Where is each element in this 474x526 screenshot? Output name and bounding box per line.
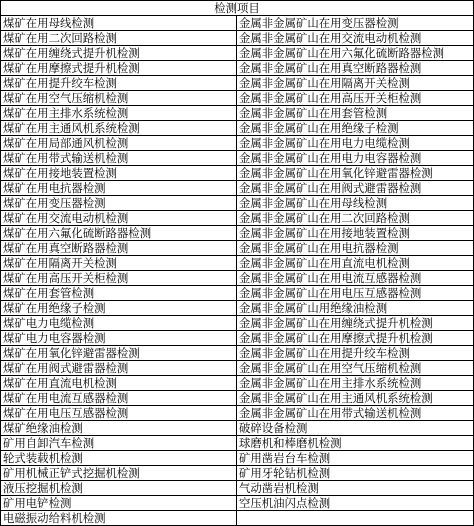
table-row: [1, 316, 474, 331]
table-row: [1, 361, 474, 376]
table-cell-left: 煤矿在用直流电机检测: [1, 376, 237, 391]
table-cell-right: 矿用牙轮钻机检测: [237, 466, 474, 481]
table-cell-left: 电磁振动给料机检测: [1, 511, 237, 526]
table-cell-right: 金属非金属矿山在用电抗器检测: [237, 241, 474, 256]
table-row: [1, 196, 474, 211]
table-cell-left: 煤矿绝缘油检测: [1, 421, 237, 436]
table-cell-right: 金属非金属矿山在用电力电容器检测: [237, 151, 474, 166]
table-cell-right: 金属非金属矿山在用套管检测: [237, 106, 474, 121]
table-cell-left: 煤矿在用阀式避雷器检测: [1, 361, 237, 376]
table-cell-left: 煤矿在用主排水系统检测: [1, 106, 237, 121]
table-row: [1, 241, 474, 256]
table-row: [1, 16, 474, 31]
table-cell-left: 煤矿在用主通风机系统检测: [1, 121, 237, 136]
table-cell-right: 金属非金属矿山在用高压开关柜检测: [237, 91, 474, 106]
table-body: [1, 16, 474, 526]
table-cell-right: 金属非金属矿山在用真空断路器检测: [237, 61, 474, 76]
table-cell-right: 金属非金属矿山在用缠绕式提升机检测: [237, 316, 474, 331]
table-header-cell: 检测项目: [1, 1, 474, 16]
table-cell-right: [237, 511, 474, 526]
table-cell-left: 煤矿在用绝缘子检测: [1, 301, 237, 316]
table-cell-right: 金属非金属矿山在用主排水系统检测: [237, 376, 474, 391]
table-row: [1, 421, 474, 436]
table-cell-right: 矿用凿岩台车检测: [237, 451, 474, 466]
table-row: [1, 226, 474, 241]
table-cell-right: 金属非金属矿山在用母线检测: [237, 196, 474, 211]
table-cell-right: 金属非金属矿山在用变压器检测: [237, 16, 474, 31]
table-cell-right: 金属非金属矿山在用氧化锌避雷器检测: [237, 166, 474, 181]
table-cell-right: 金属非金属矿山在用接地装置检测: [237, 226, 474, 241]
table-cell-left: 煤矿在用电流互感器检测: [1, 391, 237, 406]
table-row: [1, 121, 474, 136]
table-cell-right: 金属非金属矿山用绝缘油检测: [237, 301, 474, 316]
table-row: [1, 31, 474, 46]
table-cell-left: 煤矿在用真空断路器检测: [1, 241, 237, 256]
table-row: [1, 46, 474, 61]
table-cell-left: 煤矿在用氧化锌避雷器检测: [1, 346, 237, 361]
table-cell-right: 金属非金属矿山在用主通风机系统检测: [237, 391, 474, 406]
table-cell-right: 金属非金属矿山在用提升绞车检测: [237, 346, 474, 361]
table-cell-right: 气动凿岩机检测: [237, 481, 474, 496]
table-cell-right: 破碎设备检测: [237, 421, 474, 436]
table-row: [1, 451, 474, 466]
table-row: [1, 376, 474, 391]
table-row: [1, 346, 474, 361]
table-cell-right: 空压机油闪点检测: [237, 496, 474, 511]
table-cell-left: 轮式装载机检测: [1, 451, 237, 466]
table-cell-left: 矿用机械正铲式挖掘机检测: [1, 466, 237, 481]
table-row: [1, 331, 474, 346]
table-cell-left: 矿用自卸汽车检测: [1, 436, 237, 451]
table-row: [1, 91, 474, 106]
table-cell-left: 煤矿在用局部通风机检测: [1, 136, 237, 151]
table-cell-right: 金属非金属矿山在用直流电机检测: [237, 256, 474, 271]
table-row: [1, 76, 474, 91]
table-cell-right: 金属非金属矿山在用绝缘子检测: [237, 121, 474, 136]
table-header-row: [1, 1, 474, 16]
table-cell-left: 煤矿在用六氟化硫断路器检测: [1, 226, 237, 241]
table-cell-left: 矿用电铲检测: [1, 496, 237, 511]
table-row: [1, 256, 474, 271]
table-cell-right: 金属非金属矿山在用摩擦式提升机检测: [237, 331, 474, 346]
table-row: [1, 286, 474, 301]
table-row: [1, 181, 474, 196]
table-cell-right: 金属非金属矿山在用电力电缆检测: [237, 136, 474, 151]
table-row: [1, 151, 474, 166]
table-row: [1, 481, 474, 496]
table-row: [1, 511, 474, 526]
table-cell-right: 金属非金属矿山在用带式输送机检测: [237, 406, 474, 421]
table-cell-left: 煤矿在用电抗器检测: [1, 181, 237, 196]
table-cell-left: 煤矿在用变压器检测: [1, 196, 237, 211]
table-cell-right: 球磨机和棒磨机检测: [237, 436, 474, 451]
table-row: [1, 211, 474, 226]
table-cell-left: 煤矿在用提升绞车检测: [1, 76, 237, 91]
table-cell-right: 金属非金属矿山在用二次回路检测: [237, 211, 474, 226]
table-cell-left: 煤矿在用电压互感器检测: [1, 406, 237, 421]
table-cell-left: 煤矿在用套管检测: [1, 286, 237, 301]
table-cell-left: 煤矿在用缠绕式提升机检测: [1, 46, 237, 61]
table-row: [1, 106, 474, 121]
table-row: [1, 136, 474, 151]
table-cell-right: 金属非金属矿山在用六氟化硫断路器检测: [237, 46, 474, 61]
table-row: [1, 496, 474, 511]
table-row: [1, 271, 474, 286]
table-row: [1, 391, 474, 406]
table-cell-right: 金属非金属矿山在用电压互感器检测: [237, 286, 474, 301]
table-row: [1, 406, 474, 421]
table-cell-left: 煤矿在用摩擦式提升机检测: [1, 61, 237, 76]
table-cell-left: 煤矿电力电缆检测: [1, 316, 237, 331]
table-cell-left: 煤矿在用交流电动机检测: [1, 211, 237, 226]
table-cell-left: 煤矿在用接地装置检测: [1, 166, 237, 181]
table-cell-right: 金属非金属矿山在用阀式避雷器检测: [237, 181, 474, 196]
table-row: [1, 166, 474, 181]
table-cell-left: 煤矿电力电容器检测: [1, 331, 237, 346]
table-cell-right: 金属非金属矿山在用隔离开关检测: [237, 76, 474, 91]
table-cell-right: 金属非金属矿山在用电流互感器检测: [237, 271, 474, 286]
table-cell-left: 煤矿在用隔离开关检测: [1, 256, 237, 271]
table-cell-left: 煤矿在用母线检测: [1, 16, 237, 31]
table-cell-left: 煤矿在用高压开关柜检测: [1, 271, 237, 286]
table-cell-right: 金属非金属矿山在用交流电动机检测: [237, 31, 474, 46]
table-row: [1, 61, 474, 76]
table-row: [1, 436, 474, 451]
table-cell-left: 煤矿在用空气压缩机检测: [1, 91, 237, 106]
table-row: [1, 301, 474, 316]
table-cell-left: 液压挖掘机检测: [1, 481, 237, 496]
table-cell-left: 煤矿在用二次回路检测: [1, 31, 237, 46]
table-cell-left: 煤矿在用带式输送机检测: [1, 151, 237, 166]
table-row: [1, 466, 474, 481]
table-cell-right: 金属非金属矿山在用空气压缩机检测: [237, 361, 474, 376]
